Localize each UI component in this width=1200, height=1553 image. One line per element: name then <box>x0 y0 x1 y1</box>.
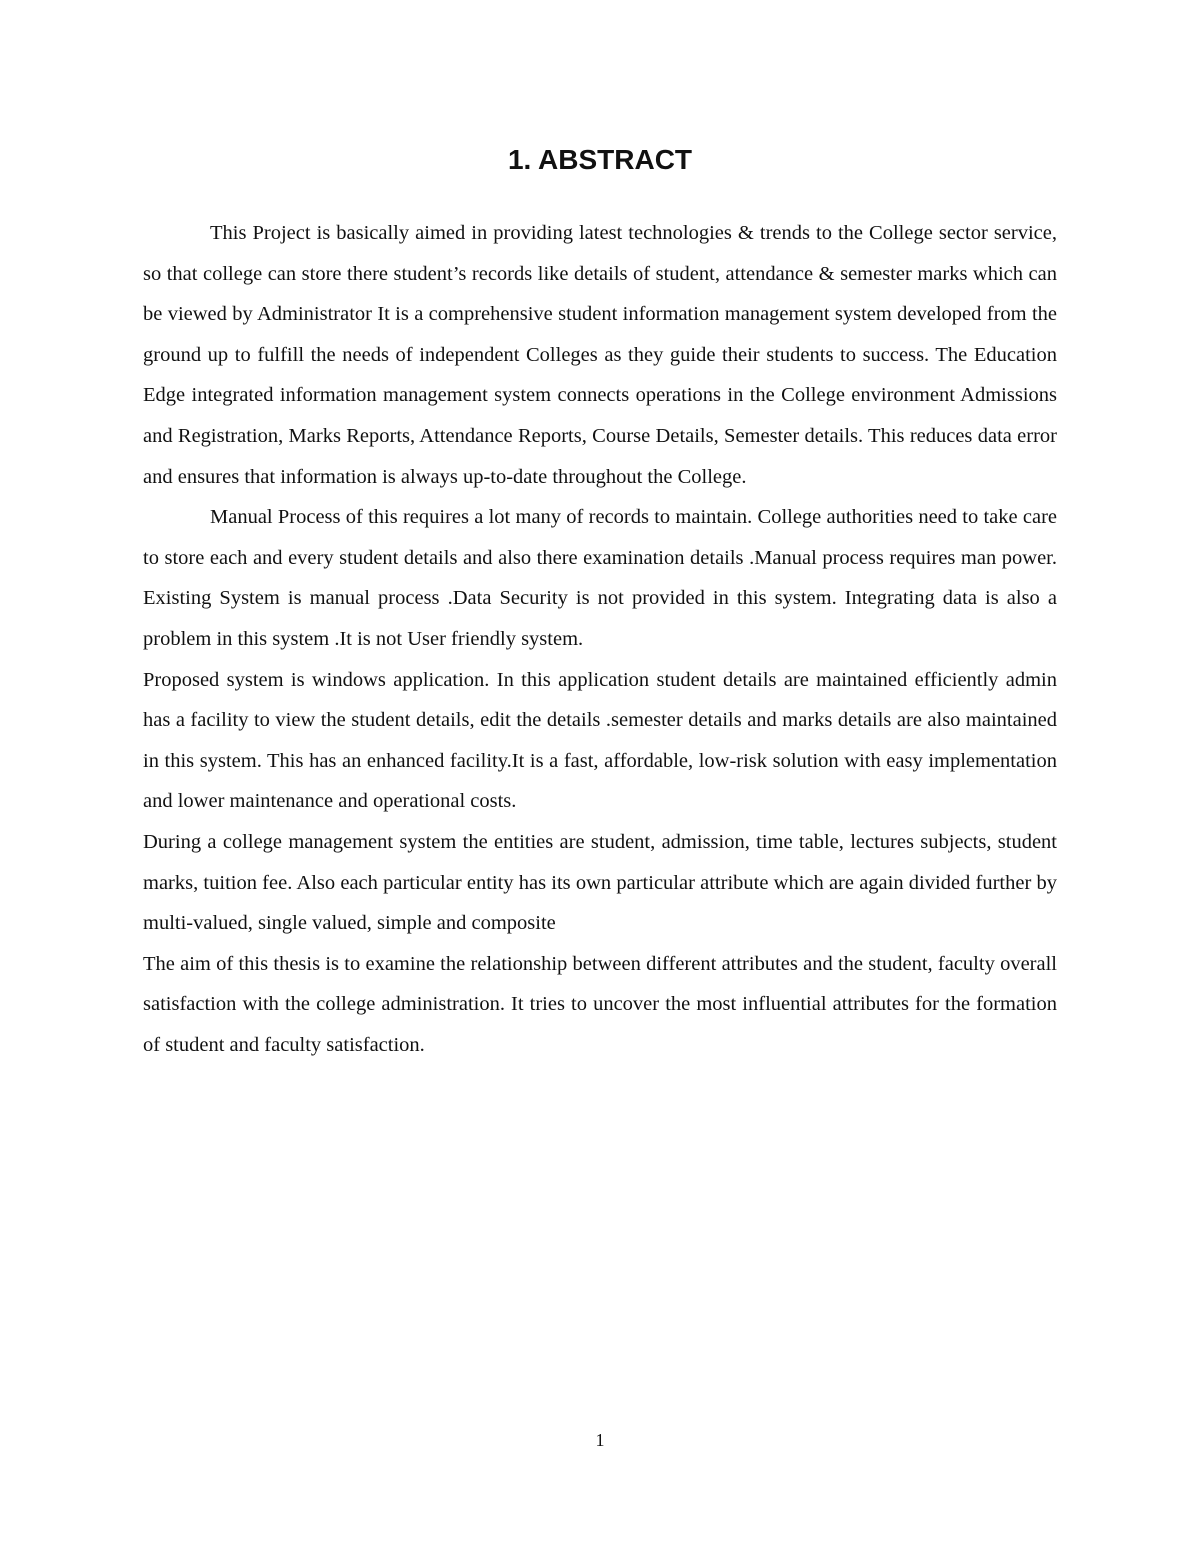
paragraph-entities: During a college management system the entities are student, admission, time table, lectures subjects, student marks, tuition fee. Also each particular entity has its own particular attribute which are again divided further by multi-valued, single valued, simple and composite <box>143 830 1057 935</box>
paragraph-thesis-aim: The aim of this thesis is to examine the relationship between different attributes and the student, faculty overall satisfaction with the college administration. It tries to uncover the most influential attributes for the formation of student and faculty satisfaction. <box>143 952 1057 1056</box>
page-title: 1. ABSTRACT <box>507 144 693 175</box>
paragraph-project-aim: This Project is basically aimed in providing latest technologies & trends to the College sector service, so that college can store there student’s records like details of student, attendance & semester marks which can be viewed by Administrator It is a comprehensive student information management system developed from the ground up to fulfill the needs of independent Colleges as they guide their students to success. The Education Edge integrated information management system connects operations in the College environment Admissions and Registration, Marks Reports, Attendance Reports, Course Details, Semester details. This reduces data error and ensures that information is always up-to-date throughout the College. <box>143 222 1057 488</box>
paragraph-manual-process: Manual Process of this requires a lot many of records to maintain. College authorities need to take care to store each and every student details and also there examination details .Manual process requires man power. Existing System is manual process .Data Security is not provided in this system. Integrating data is also a problem in this system .It is not User friendly system. <box>143 506 1057 650</box>
page-number: 1 <box>595 1430 605 1450</box>
abstract-body <box>143 213 1057 1065</box>
paragraph-proposed-system: Proposed system is windows application. In this application student details are maintained efficiently admin has a facility to view the student details, edit the details .semester details and marks details are also maintained in this system. This has an enhanced facility.It is a fast, affordable, low-risk solution with easy implementation and lower maintenance and operational costs. <box>143 668 1057 813</box>
